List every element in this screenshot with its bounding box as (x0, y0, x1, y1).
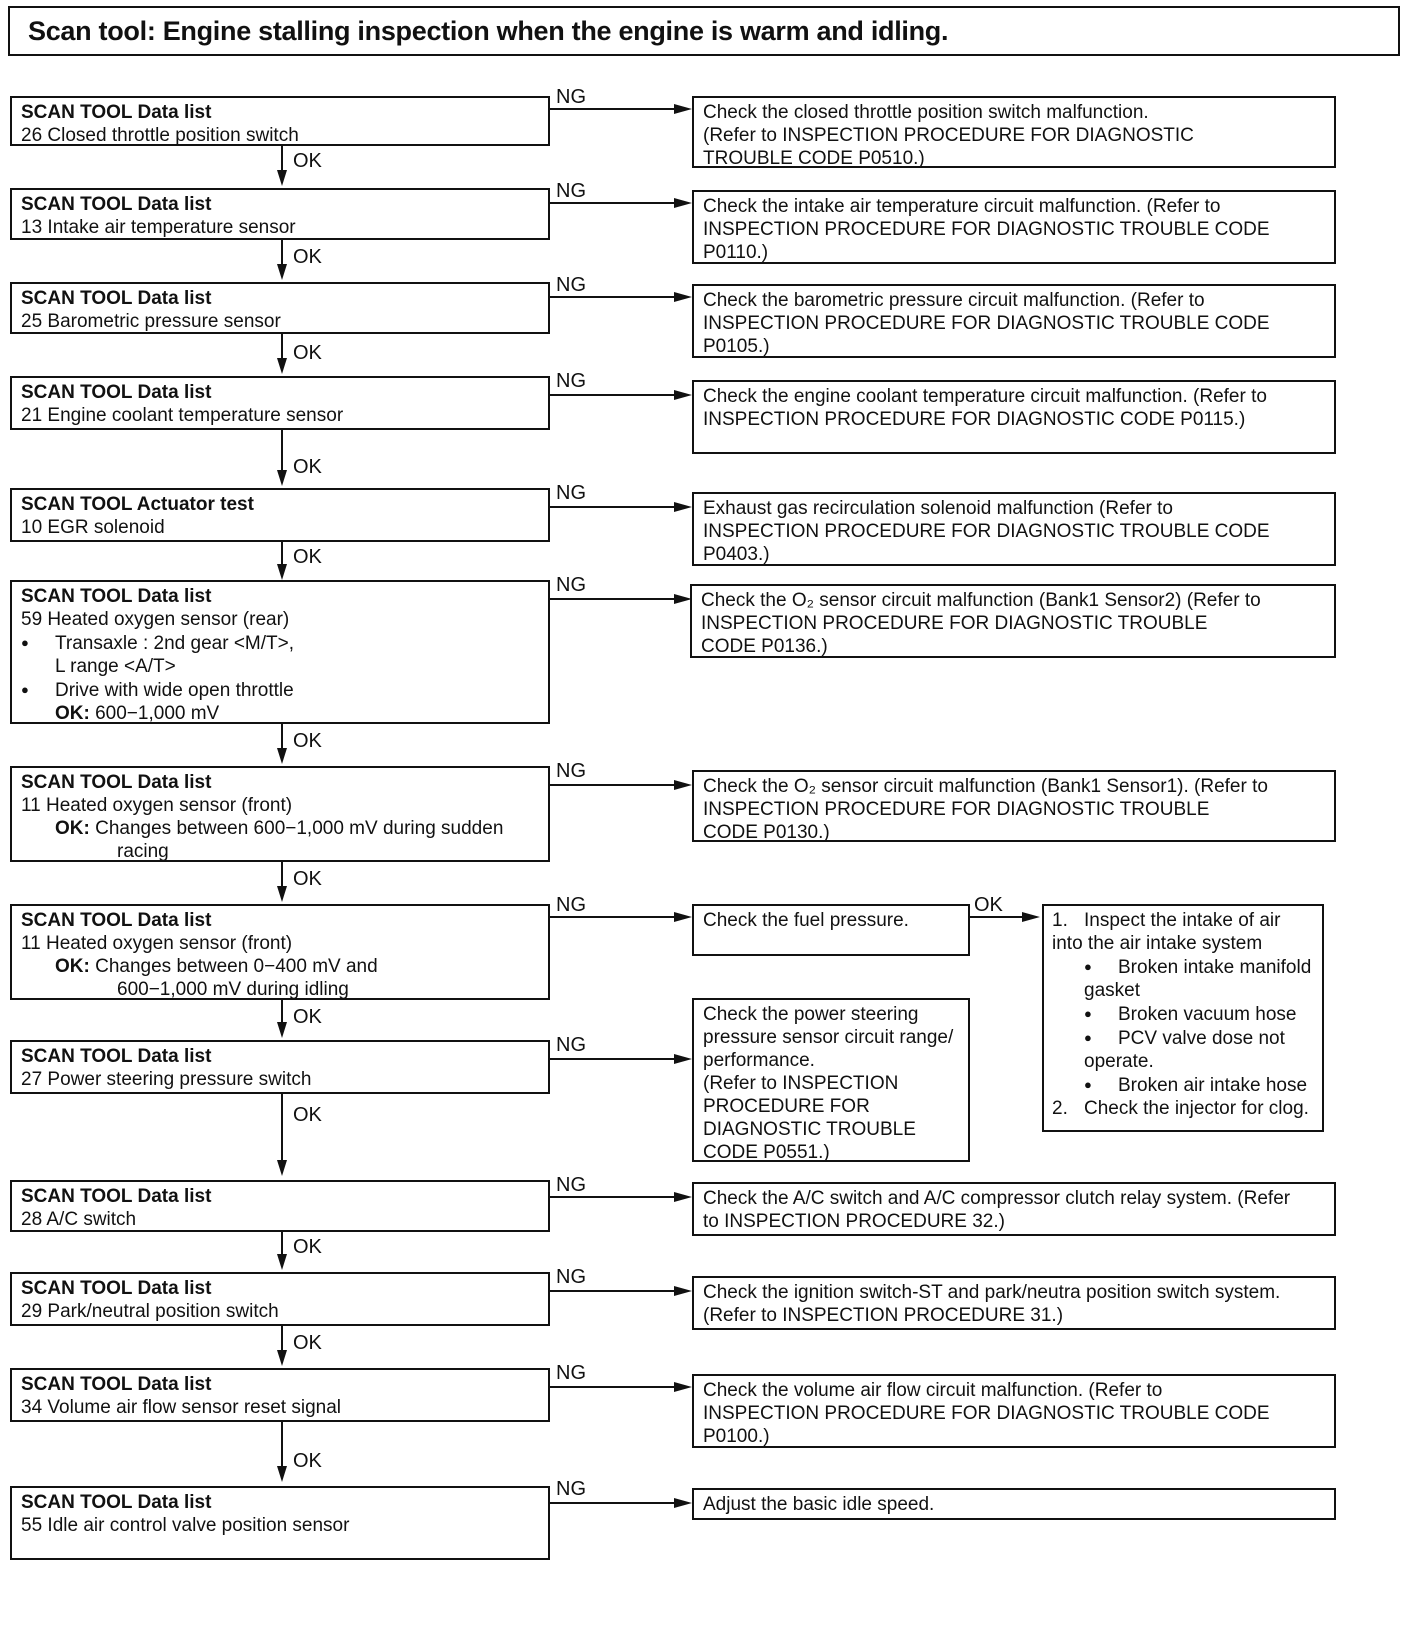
ng-label: NG (556, 86, 586, 108)
arrowhead-down (277, 1022, 287, 1038)
arrowhead-down (277, 1160, 287, 1176)
result-line: INSPECTION PROCEDURE FOR DIAGNOSTIC TROUBLE CODE (703, 1403, 1270, 1424)
ok-connector (281, 1422, 283, 1468)
result-line: pressure sensor circuit range/ (703, 1027, 954, 1048)
step-item: 59 Heated oxygen sensor (rear) (21, 609, 290, 630)
result-line: TROUBLE CODE P0510.) (703, 148, 925, 169)
arrowhead-right (674, 1054, 692, 1064)
ok-label: OK (293, 730, 322, 752)
step-5-box (10, 488, 550, 542)
page-title: Scan tool: Engine stalling inspection when the engine is warm and idling. (28, 16, 949, 46)
arrowhead-down (277, 748, 287, 764)
ok-label: OK (293, 1006, 322, 1028)
arrowhead-right (674, 1286, 692, 1296)
step-6-box (10, 580, 550, 724)
ok-connector (281, 334, 283, 360)
ok-label: OK (293, 1236, 322, 1258)
ok-label: OK (293, 868, 322, 890)
ng-connector (550, 1058, 676, 1060)
ok-label: OK (293, 150, 322, 172)
ok-label: OK (293, 342, 322, 364)
ng-label: NG (556, 274, 586, 296)
result-line: CODE P0551.) (703, 1142, 830, 1163)
sub-result-line: Inspect the intake of air into the air intake system (1052, 910, 1281, 954)
list-number: 1. (1052, 910, 1068, 931)
step-item: 27 Power steering pressure switch (21, 1069, 312, 1090)
step-13-box (10, 1486, 550, 1560)
arrowhead-down (277, 170, 287, 186)
result-line: P0403.) (703, 544, 770, 565)
step-item: 11 Heated oxygen sensor (front) (21, 933, 293, 954)
step-3-box (10, 282, 550, 334)
step-4-box (10, 376, 550, 430)
step-12-box (10, 1368, 550, 1422)
ok-connector (281, 1094, 283, 1162)
result-line: to INSPECTION PROCEDURE 32.) (703, 1211, 1005, 1232)
arrowhead-down (277, 564, 287, 580)
arrowhead-right (1022, 912, 1040, 922)
result-line: INSPECTION PROCEDURE FOR DIAGNOSTIC TROUBLE (703, 799, 1210, 820)
ng-connector (550, 1386, 676, 1388)
step-1-result (692, 96, 1336, 168)
arrowhead-right (674, 502, 692, 512)
step-3-result (692, 284, 1336, 358)
arrowhead-right (674, 1192, 692, 1202)
step-13-result (692, 1488, 1336, 1520)
ok-connector (281, 1232, 283, 1256)
arrowhead-right (674, 912, 692, 922)
arrowhead-down (277, 1254, 287, 1270)
step-item: 34 Volume air flow sensor reset signal (21, 1397, 341, 1418)
list-number: 2. (1052, 1098, 1068, 1119)
condition-bullet: ● Drive with wide open throttle (21, 678, 539, 702)
step-heading: SCAN TOOL Actuator test (21, 494, 254, 515)
result-line: Check the fuel pressure. (703, 910, 909, 931)
step-heading: SCAN TOOL Data list (21, 910, 212, 931)
ok-label: OK (974, 894, 1003, 916)
step-item: 55 Idle air control valve position sensor (21, 1515, 350, 1536)
step-9-result (692, 998, 970, 1162)
result-line: Check the ignition switch-ST and park/neutra position switch system. (703, 1282, 1281, 1303)
ng-connector (550, 916, 676, 918)
step-item: 28 A/C switch (21, 1209, 137, 1230)
ok-label: OK (293, 1450, 322, 1472)
ng-connector (550, 202, 676, 204)
result-line: INSPECTION PROCEDURE FOR DIAGNOSTIC TROUBLE CODE (703, 219, 1270, 240)
step-heading: SCAN TOOL Data list (21, 1374, 212, 1395)
step-8-sub-result (1042, 904, 1324, 1132)
step-item: 21 Engine coolant temperature sensor (21, 405, 344, 426)
step-7-box (10, 766, 550, 862)
ng-label: NG (556, 1478, 586, 1500)
arrowhead-right (674, 292, 692, 302)
ok-connector (281, 542, 283, 566)
result-line: P0100.) (703, 1426, 770, 1447)
ng-label: NG (556, 894, 586, 916)
ng-label: NG (556, 370, 586, 392)
result-line: P0110.) (703, 242, 769, 263)
result-line: CODE P0136.) (701, 636, 828, 657)
condition-bullet: ● Transaxle : 2nd gear <M/T>, (21, 631, 539, 655)
result-line: INSPECTION PROCEDURE FOR DIAGNOSTIC TROUBLE (701, 613, 1208, 634)
result-line: PROCEDURE FOR (703, 1096, 870, 1117)
result-line: DIAGNOSTIC TROUBLE (703, 1119, 916, 1140)
arrowhead-right (674, 198, 692, 208)
result-line: Exhaust gas recirculation solenoid malfunction (Refer to (703, 498, 1173, 519)
step-item: 10 EGR solenoid (21, 517, 165, 538)
result-line: (Refer to INSPECTION (703, 1073, 899, 1094)
result-line: INSPECTION PROCEDURE FOR DIAGNOSTIC CODE P0115.) (703, 409, 1246, 430)
ok-label: OK (293, 1104, 322, 1126)
sub-result-bullet: ● Broken vacuum hose (1052, 1002, 1313, 1026)
ng-connector (550, 784, 676, 786)
result-line: P0105.) (703, 336, 770, 357)
ok-connector (281, 1000, 283, 1024)
result-line: Check the power steering (703, 1004, 919, 1025)
ng-connector (550, 598, 676, 600)
result-line: Check the engine coolant temperature circuit malfunction. (Refer to (703, 386, 1267, 407)
ng-connector (550, 296, 676, 298)
step-heading: SCAN TOOL Data list (21, 382, 212, 403)
ok-criteria-label: OK: (55, 956, 90, 977)
ng-label: NG (556, 760, 586, 782)
step-11-result (692, 1276, 1336, 1330)
step-item: 26 Closed throttle position switch (21, 125, 299, 146)
sub-result-bullet: ● PCV valve dose not operate. (1052, 1026, 1313, 1073)
title-box (8, 6, 1400, 56)
step-1-box (10, 96, 550, 146)
ng-label: NG (556, 482, 586, 504)
result-line: (Refer to INSPECTION PROCEDURE FOR DIAGNOSTIC (703, 125, 1194, 146)
step-8-box (10, 904, 550, 1000)
ng-label: NG (556, 1266, 586, 1288)
ng-label: NG (556, 1174, 586, 1196)
step-5-result (692, 492, 1336, 566)
ng-connector (550, 1196, 676, 1198)
result-line: performance. (703, 1050, 815, 1071)
ok-label: OK (293, 246, 322, 268)
step-heading: SCAN TOOL Data list (21, 772, 212, 793)
result-line: Check the A/C switch and A/C compressor clutch relay system. (Refer (703, 1188, 1291, 1209)
step-2-result (692, 190, 1336, 264)
step-6-result (690, 584, 1336, 658)
result-line: Check the O₂ sensor circuit malfunction (Bank1 Sensor1). (Refer to (703, 776, 1268, 797)
arrowhead-down (277, 1350, 287, 1366)
step-item: 25 Barometric pressure sensor (21, 311, 281, 332)
result-line: Check the O₂ sensor circuit malfunction (Bank1 Sensor2) (Refer to (701, 590, 1261, 611)
step-heading: SCAN TOOL Data list (21, 194, 212, 215)
step-heading: SCAN TOOL Data list (21, 1278, 212, 1299)
sub-result-line: Check the injector for clog. (1084, 1098, 1309, 1119)
condition-continuation: L range <A/T> (55, 656, 176, 677)
step-11-box (10, 1272, 550, 1326)
step-10-box (10, 1180, 550, 1232)
ok-connector (970, 916, 1024, 918)
step-heading: SCAN TOOL Data list (21, 1186, 212, 1207)
arrowhead-right (674, 780, 692, 790)
step-7-result (692, 770, 1336, 842)
ng-label: NG (556, 1034, 586, 1056)
arrowhead-down (277, 470, 287, 486)
ng-label: NG (556, 180, 586, 202)
result-line: Check the barometric pressure circuit malfunction. (Refer to (703, 290, 1205, 311)
step-heading: SCAN TOOL Data list (21, 102, 212, 123)
step-4-result (692, 380, 1336, 454)
step-heading: SCAN TOOL Data list (21, 288, 212, 309)
step-12-result (692, 1374, 1336, 1448)
ng-connector (550, 108, 676, 110)
result-line: Check the closed throttle position switch malfunction. (703, 102, 1149, 123)
arrowhead-right (674, 104, 692, 114)
step-heading: SCAN TOOL Data list (21, 1492, 212, 1513)
step-heading: SCAN TOOL Data list (21, 586, 212, 607)
ok-criteria-continuation: racing (117, 841, 169, 862)
ok-criteria-label: OK: (55, 818, 90, 839)
step-2-box (10, 188, 550, 240)
ok-connector (281, 146, 283, 170)
step-10-result (692, 1182, 1336, 1236)
arrowhead-down (277, 1466, 287, 1482)
arrowhead-down (277, 886, 287, 902)
step-item: 11 Heated oxygen sensor (front) (21, 795, 293, 816)
arrowhead-down (277, 358, 287, 374)
step-item: 13 Intake air temperature sensor (21, 217, 296, 238)
ng-label: NG (556, 1362, 586, 1384)
ok-connector (281, 430, 283, 472)
ok-connector (281, 862, 283, 888)
result-line: INSPECTION PROCEDURE FOR DIAGNOSTIC TROUBLE CODE (703, 521, 1270, 542)
ok-label: OK (293, 456, 322, 478)
ok-criteria-label: OK: (55, 703, 90, 724)
ng-connector (550, 1502, 676, 1504)
sub-result-bullet: ● Broken air intake hose (1052, 1073, 1313, 1097)
ok-criteria: Changes between 0−400 mV and (95, 956, 378, 977)
ok-label: OK (293, 546, 322, 568)
result-line: (Refer to INSPECTION PROCEDURE 31.) (703, 1305, 1064, 1326)
step-item: 29 Park/neutral position switch (21, 1301, 279, 1322)
ok-criteria: 600−1,000 mV (95, 703, 220, 724)
arrowhead-down (277, 264, 287, 280)
ng-label: NG (556, 574, 586, 596)
step-heading: SCAN TOOL Data list (21, 1046, 212, 1067)
ok-label: OK (293, 1332, 322, 1354)
ok-criteria: Changes between 600−1,000 mV during sudden (95, 818, 504, 839)
step-9-box (10, 1040, 550, 1094)
ng-connector (550, 1290, 676, 1292)
ok-criteria-continuation: 600−1,000 mV during idling (117, 979, 349, 1000)
ng-connector (550, 394, 676, 396)
result-line: Adjust the basic idle speed. (703, 1494, 935, 1515)
result-line: Check the volume air flow circuit malfunction. (Refer to (703, 1380, 1163, 1401)
result-line: INSPECTION PROCEDURE FOR DIAGNOSTIC TROUBLE CODE (703, 313, 1270, 334)
arrowhead-right (674, 1382, 692, 1392)
arrowhead-right (674, 1498, 692, 1508)
ng-connector (550, 506, 676, 508)
ok-connector (281, 724, 283, 750)
ok-connector (281, 1326, 283, 1352)
step-8-result (692, 904, 970, 956)
ok-connector (281, 240, 283, 266)
arrowhead-right (674, 390, 692, 400)
result-line: CODE P0130.) (703, 822, 830, 843)
result-line: Check the intake air temperature circuit malfunction. (Refer to (703, 196, 1221, 217)
sub-result-bullet: ● Broken intake manifold gasket (1052, 955, 1313, 1002)
